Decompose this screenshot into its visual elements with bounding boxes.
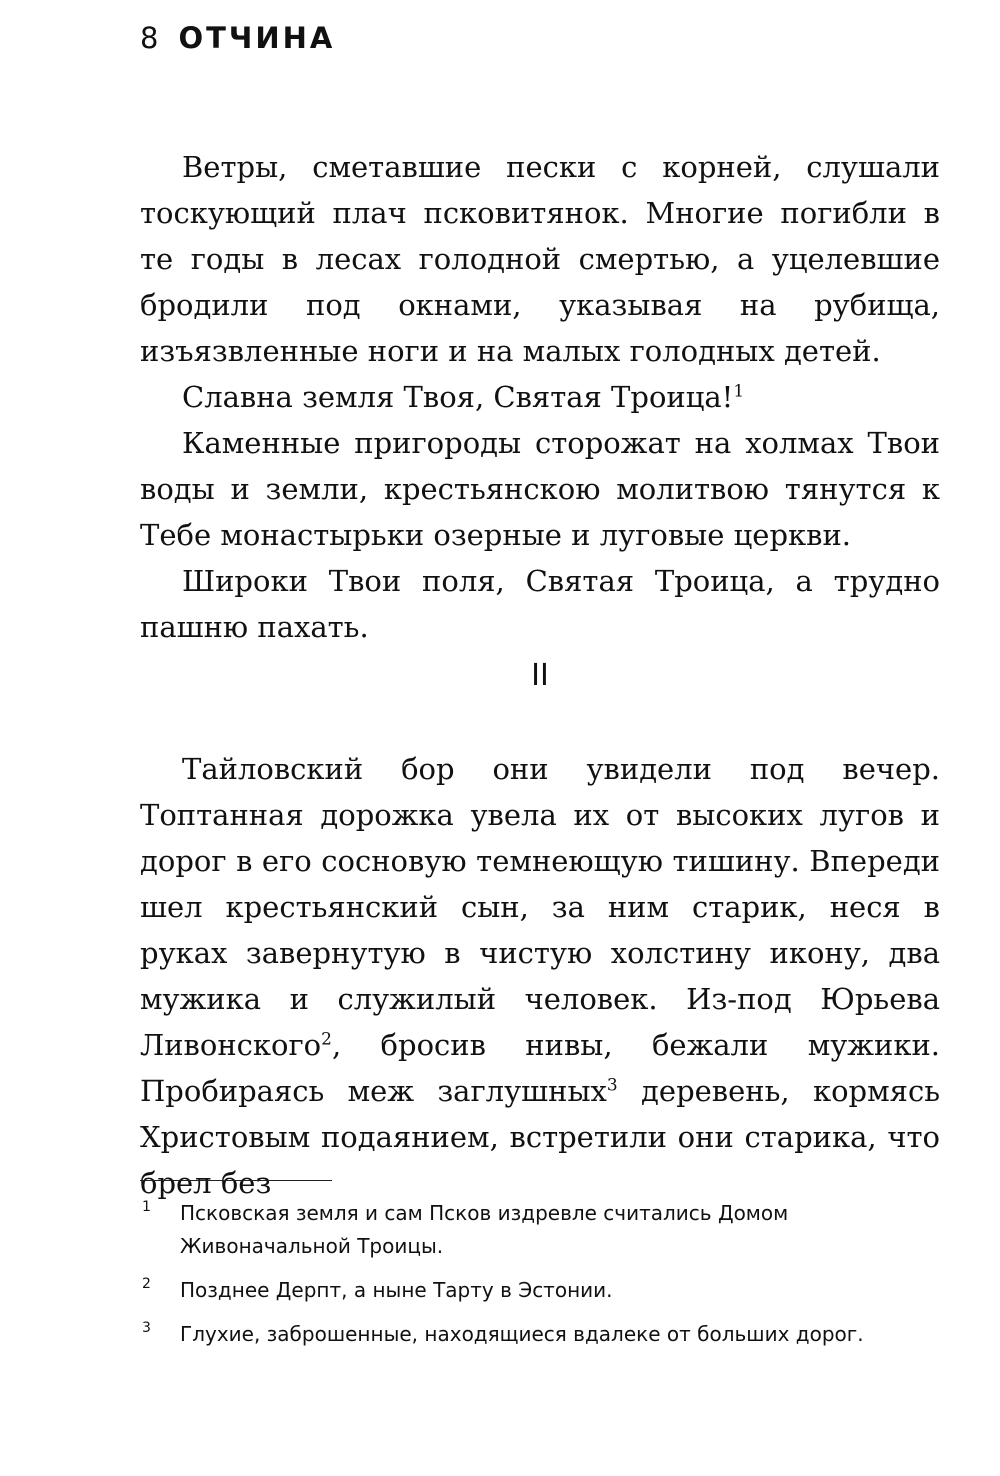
footnotes (140, 1197, 945, 1362)
section-number: II (531, 658, 549, 693)
paragraph-text: Широки Твои поля, Святая Троица, а трудно пашню пахать. (140, 564, 940, 644)
page-number: 8 (140, 21, 161, 55)
section-2-text (140, 746, 940, 1206)
footnote-ref-2: 2 (321, 1029, 332, 1050)
paragraph-text: Тайловский бор они увидели под вечер. Топтанная дорожка увела их от высоких лугов и дорог в его сосновую темнеющую тишину. Впереди шел крестьянский сын, за ним старик, неся в руках завернутую в чистую холстину икону, два мужика и служилый человек. Из-под Юрьева Ливонского (140, 752, 940, 1062)
footnote-number: 2 (142, 1276, 151, 1292)
paragraph (140, 558, 940, 650)
footnote-number: 3 (142, 1320, 151, 1336)
paragraph (140, 420, 940, 558)
footnote-ref-1: 1 (733, 381, 745, 402)
footnote (140, 1318, 945, 1351)
footnote-text: Позднее Дерпт, а ныне Тарту в Эстонии. (180, 1278, 613, 1302)
footnote-text: Глухие, заброшенные, находящиеся вдалеке от больших дорог. (180, 1322, 864, 1346)
footnote (140, 1274, 945, 1307)
footnote-number: 1 (142, 1199, 151, 1215)
paragraph-text: Славна земля Твоя, Святая Троица! (182, 380, 734, 414)
paragraph (140, 746, 940, 1206)
running-header (140, 20, 335, 56)
paragraph-text: , бросив нивы, бежали мужики. Пробираясь меж заглушных (140, 1028, 940, 1108)
paragraph (140, 374, 940, 420)
footnote-divider (140, 1180, 332, 1181)
footnote (140, 1197, 945, 1263)
paragraph (140, 144, 940, 374)
paragraph-text: деревень, кормясь Христовым подаянием, встретили они старика, что брел без (140, 1074, 940, 1200)
footnote-ref-3: 3 (606, 1075, 618, 1096)
paragraph-text: Ветры, сметавшие пески с корней, слушали тоскующий плач псковитянок. Многие погибли в те годы в лесах голодной смертью, а уцелевшие бродили под окнами, указывая на рубища, изъязвленные ноги и на малых голодных детей. (140, 150, 940, 368)
footnote-text: Псковская земля и сам Псков издревле считались Домом Живоначальной Троицы. (180, 1201, 789, 1258)
running-title: ОТЧИНА (178, 21, 336, 55)
section-1-text (140, 144, 940, 650)
paragraph-text: Каменные пригороды сторожат на холмах Твои воды и земли, крестьянскою молитвою тянутся к Тебе монастырьки озерные и луговые церкви. (140, 426, 940, 552)
